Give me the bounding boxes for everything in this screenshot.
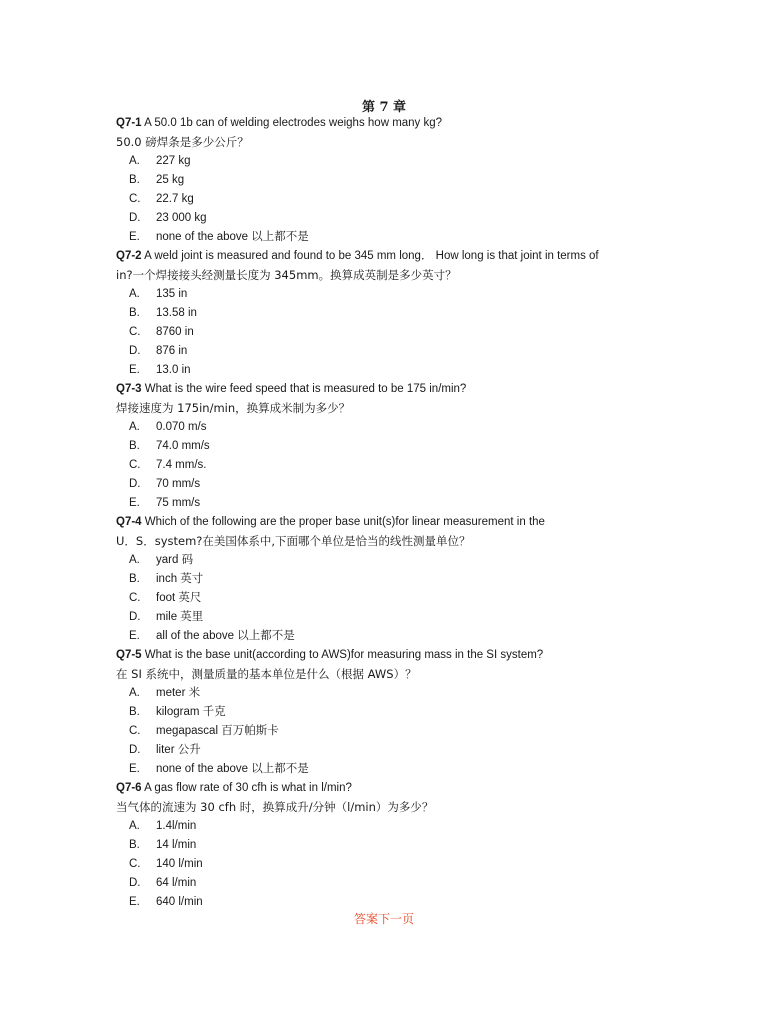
answer-option — [116, 494, 656, 513]
answer-option — [116, 228, 656, 247]
question-text — [116, 247, 656, 266]
question-line: Which of the following are the proper base unit(s)for linear measurement in the — [144, 516, 545, 528]
option-letter: E. — [129, 364, 140, 376]
question-line: in?一个焊接接头经测量长度为 345mm。换算成英制是多少英寸？ — [116, 268, 457, 282]
answer-option — [116, 361, 656, 380]
answer-option — [116, 608, 656, 627]
option-letter: E. — [129, 896, 140, 908]
answer-option — [116, 152, 656, 171]
option-text: all of the above 以上都不是 — [156, 630, 295, 642]
answer-option — [116, 456, 656, 475]
answer-option — [116, 437, 656, 456]
answer-option — [116, 323, 656, 342]
answer-option — [116, 684, 656, 703]
option-text: 14 l/min — [156, 839, 197, 851]
option-text: 135 in — [156, 288, 188, 300]
option-letter: C. — [129, 459, 141, 471]
question-line: What is the base unit(according to AWS)for measuring mass in the SI system? — [144, 649, 544, 661]
question-text — [116, 779, 656, 798]
question-list — [116, 114, 656, 912]
question-text — [116, 380, 656, 399]
option-letter: B. — [129, 307, 140, 319]
question-text — [116, 513, 656, 532]
question-number: Q7-2 — [116, 250, 142, 262]
answer-option — [116, 551, 656, 570]
question-line: 当气体的流速为 30 cfh 时，换算成升/分钟（l/min）为多少？ — [116, 800, 434, 814]
question-line: U．S．system?在美国体系中,下面哪个单位是恰当的线性测量单位？ — [116, 534, 471, 548]
answer-option — [116, 475, 656, 494]
answer-option — [116, 722, 656, 741]
option-letter: A. — [129, 288, 140, 300]
option-letter: A. — [129, 421, 140, 433]
question-line: What is the wire feed speed that is measured to be 175 in/min? — [144, 383, 467, 395]
question-line: 50.0 磅焊条是多少公斤？ — [116, 135, 249, 149]
option-text: 7.4 mm/s. — [156, 459, 207, 471]
question-number: Q7-3 — [116, 383, 142, 395]
question-text — [116, 646, 656, 665]
option-letter: A. — [129, 155, 140, 167]
option-letter: D. — [129, 744, 141, 756]
answer-option — [116, 703, 656, 722]
option-text: 25 kg — [156, 174, 185, 186]
question-text-cont — [116, 665, 656, 684]
option-text: 74.0 mm/s — [156, 440, 210, 452]
option-letter: D. — [129, 611, 141, 623]
answer-option — [116, 342, 656, 361]
option-text: inch 英寸 — [156, 573, 204, 585]
option-letter: D. — [129, 478, 141, 490]
option-letter: B. — [129, 440, 140, 452]
question-block — [116, 513, 656, 646]
chapter-title: 第 7 章 — [361, 100, 407, 115]
question-line: A 50.0 1b can of welding electrodes weighs how many kg? — [144, 117, 443, 129]
answer-option — [116, 190, 656, 209]
option-letter: D. — [129, 877, 141, 889]
option-text: 140 l/min — [156, 858, 203, 870]
answer-option — [116, 285, 656, 304]
question-block — [116, 380, 656, 513]
option-letter: B. — [129, 706, 140, 718]
option-letter: A. — [129, 687, 140, 699]
option-text: megapascal 百万帕斯卡 — [156, 725, 279, 737]
question-line: A gas flow rate of 30 cfh is what in l/min? — [144, 782, 352, 794]
answer-option — [116, 627, 656, 646]
option-text: 64 l/min — [156, 877, 197, 889]
option-text: 8760 in — [156, 326, 194, 338]
next-page-answer-note: 答案下一页 — [353, 912, 414, 926]
answer-option — [116, 741, 656, 760]
option-text: 640 l/min — [156, 896, 203, 908]
option-text: liter 公升 — [156, 744, 201, 756]
option-text: mile 英里 — [156, 611, 204, 623]
question-line: 焊接速度为 175in/min，换算成米制为多少？ — [116, 401, 351, 415]
option-letter: E. — [129, 497, 140, 509]
answer-option — [116, 817, 656, 836]
answer-option — [116, 589, 656, 608]
question-text — [116, 114, 656, 133]
option-letter: C. — [129, 858, 141, 870]
question-block — [116, 114, 656, 247]
option-letter: B. — [129, 573, 140, 585]
answer-option — [116, 836, 656, 855]
option-letter: B. — [129, 839, 140, 851]
answer-option — [116, 855, 656, 874]
question-block — [116, 646, 656, 779]
question-text-cont — [116, 798, 656, 817]
option-letter: A. — [129, 554, 140, 566]
option-text: 0.070 m/s — [156, 421, 207, 433]
option-letter: C. — [129, 193, 141, 205]
question-text-cont — [116, 266, 656, 285]
option-text: 876 in — [156, 345, 188, 357]
option-letter: C. — [129, 326, 141, 338]
option-letter: B. — [129, 174, 140, 186]
option-text: 13.0 in — [156, 364, 191, 376]
question-text-cont — [116, 399, 656, 418]
option-text: 70 mm/s — [156, 478, 201, 490]
question-block — [116, 779, 656, 912]
answer-option — [116, 570, 656, 589]
option-text: 75 mm/s — [156, 497, 201, 509]
option-letter: E. — [129, 630, 140, 642]
question-text-cont — [116, 532, 656, 551]
question-number: Q7-5 — [116, 649, 142, 661]
option-text: yard 码 — [156, 554, 194, 566]
answer-option — [116, 418, 656, 437]
option-text: 13.58 in — [156, 307, 197, 319]
answer-option — [116, 304, 656, 323]
answer-option — [116, 209, 656, 228]
question-number: Q7-6 — [116, 782, 142, 794]
answer-option — [116, 760, 656, 779]
option-text: none of the above 以上都不是 — [156, 763, 309, 775]
question-text-cont — [116, 133, 656, 152]
option-text: kilogram 千克 — [156, 706, 226, 718]
option-text: 227 kg — [156, 155, 191, 167]
option-text: none of the above 以上都不是 — [156, 231, 309, 243]
option-text: 23 000 kg — [156, 212, 207, 224]
answer-option — [116, 171, 656, 190]
option-text: 22.7 kg — [156, 193, 194, 205]
option-letter: E. — [129, 763, 140, 775]
answer-option — [116, 874, 656, 893]
option-text: foot 英尺 — [156, 592, 202, 604]
option-text: meter 米 — [156, 687, 201, 699]
option-text: 1.4l/min — [156, 820, 197, 832]
question-line: A weld joint is measured and found to be 345 mm long． How long is that joint in terms of — [144, 250, 599, 262]
option-letter: A. — [129, 820, 140, 832]
question-number: Q7-4 — [116, 516, 142, 528]
question-block — [116, 247, 656, 380]
option-letter: C. — [129, 725, 141, 737]
question-line: 在 SI 系统中，测量质量的基本单位是什么（根据 AWS）？ — [116, 667, 417, 681]
option-letter: D. — [129, 212, 141, 224]
question-number: Q7-1 — [116, 117, 142, 129]
option-letter: D. — [129, 345, 141, 357]
option-letter: E. — [129, 231, 140, 243]
option-letter: C. — [129, 592, 141, 604]
